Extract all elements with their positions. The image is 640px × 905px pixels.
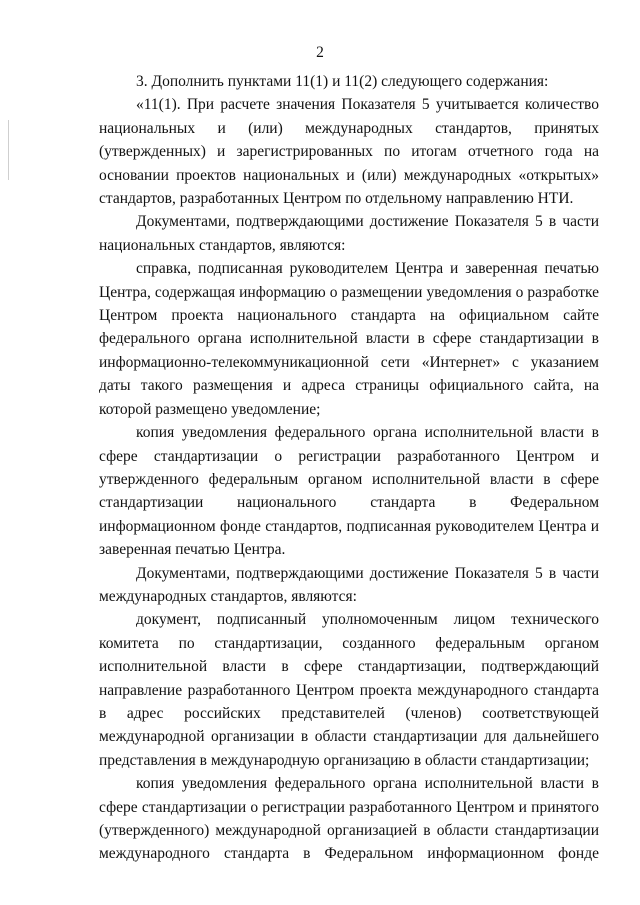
paragraph-notice-copy-national: копия уведомления федерального органа исполнительной власти в сфере стандартизации о регистрации разработанного Центром и утвержденного федеральным органом исполнительной власти в сфере стандартизации национального стандарта в Федеральном информационном фонде стандартов, подписанная руководителем Центра и заверенная печатью Центра. [99,424,599,559]
page-number: 2 [316,44,324,61]
document-body [99,70,599,866]
paragraph-tc-document: документ, подписанный уполномоченным лицом технического комитета по стандартизации, созданного федеральным органом исполнительной власти в сфере стандартизации, подтверждающий направление разработанного Центром проекта международного стандарта в адрес российских представителей (членов) соответствующей международной организации в области стандартизации для дальнейшего представления в международную организацию в области стандартизации; [99,611,599,769]
scan-edge-mark [8,120,9,180]
paragraph-item-3: 3. Дополнить пунктами 11(1) и 11(2) следующего содержания: [136,73,549,90]
paragraph-international-standards-docs: Документами, подтверждающими достижение Показателя 5 в части международных стандартов, являются: [99,564,599,605]
paragraph-certificate: справка, подписанная руководителем Центра и заверенная печатью Центра, содержащая информацию о размещении уведомления о разработке Центром проекта национального стандарта на официальном сайте федерального органа исполнительной власти в сфере стандартизации в информационно-телекоммуникационной сети «Интернет» с указанием даты такого размещения и адреса страницы официального сайта, на которой размещено уведомление; [99,260,599,418]
paragraph-notice-copy-international: копия уведомления федерального органа исполнительной власти в сфере стандартизации о регистрации разработанного Центром и принятого (утвержденного) международной организацией в области стандартизации международного стандарта в Федеральном информационном фонде [99,775,599,863]
paragraph-national-standards-docs: Документами, подтверждающими достижение Показателя 5 в части национальных стандартов, являются: [99,213,599,254]
paragraph-item-11-1: «11(1). При расчете значения Показателя 5 учитывается количество национальных и (или) международных стандартов, принятых (утвержденных) и зарегистрированных по итогам отчетного года на основании проектов национальных и (или) международных «открытых» стандартов, разработанных Центром по отдельному направлению НТИ. [99,96,599,208]
